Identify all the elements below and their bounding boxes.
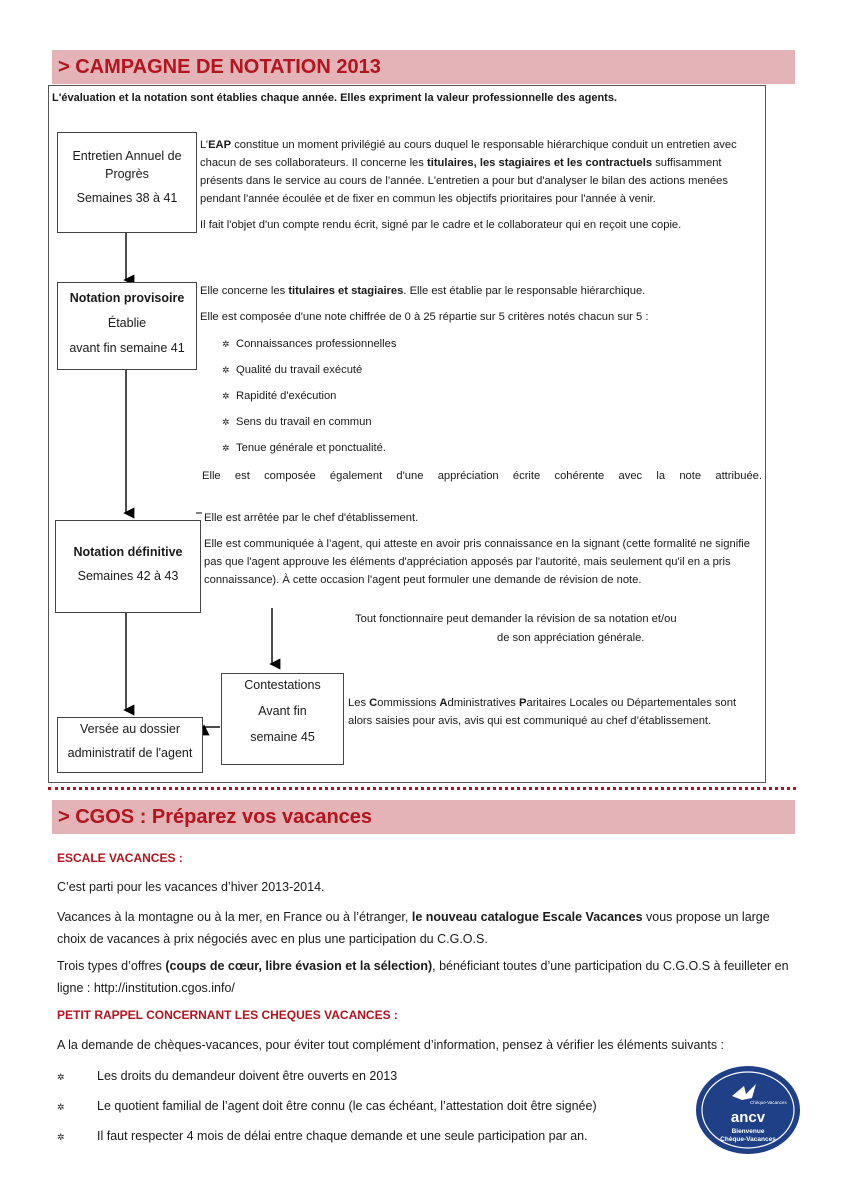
cgos-p1: C’est parti pour les vacances d’hiver 2013-2014. (57, 880, 325, 894)
provisoire-text-b: titulaires et stagiaires (288, 285, 404, 297)
definitive-box-line1: Notation définitive (73, 545, 183, 559)
cgos-p3: Trois types d’offres (coups de cœur, libre évasion et la sélection), bénéficiant toutes d’une participation du C.G.O.S à feuilleter en ligne : http://institution.cgos.info/ (57, 959, 789, 995)
revision-line1: Tout fonctionnaire peut demander la révision de sa notation et/ou (355, 613, 677, 625)
contest-box (221, 673, 344, 765)
cheque-item: ✲ Les droits du demandeur doivent être ouverts en 2013 (57, 1069, 398, 1083)
logo-line2: Chèque-Vacances (720, 1136, 776, 1143)
versee-box (57, 717, 203, 773)
criteria-item: ✲ Sens du travail en commun (222, 416, 372, 428)
provisoire-box-line3: avant fin semaine 41 (69, 341, 185, 355)
eap-box-line1: Entretien Annuel de (72, 149, 182, 163)
contest-box-line1: Contestations (244, 678, 321, 692)
provisoire-text-a: Elle concerne les (200, 285, 289, 297)
provisoire-box (57, 282, 197, 370)
revision-line2: de son appréciation générale. (497, 632, 645, 644)
eap-box-line2: Progrès (105, 167, 149, 181)
cgos-p2: Vacances à la montagne ou à la mer, en France ou à l’étranger, le nouveau catalogue Escale Vacances vous propose un large choix de vacances à prix négociés avec en plus une participation du C.G.O.S. (57, 910, 770, 946)
criteria-item: ✲ Connaissances professionnelles (222, 338, 397, 350)
provisoire-text-p3: Elle est composée également d'une appréciation écrite cohérente avec la note attribuée. (202, 470, 762, 482)
section-divider (48, 787, 796, 790)
contest-box-line3: semaine 45 (250, 730, 315, 744)
eap-text-p2: Il fait l'objet d'un compte rendu écrit, signé par le cadre et le collaborateur qui en reçoit une copie. (200, 219, 682, 231)
escale-heading: ESCALE VACANCES : (57, 851, 183, 865)
provisoire-text-c: . Elle est établie par le responsable hiérarchique. (403, 285, 646, 297)
section-banner-cgos (52, 800, 795, 834)
cgos-p4: A la demande de chèques-vacances, pour éviter tout complément d’information, pensez à vérifier les éléments suivants : (57, 1038, 725, 1052)
ancv-logo (694, 1064, 802, 1156)
definitive-text-p2: Elle est communiquée à l’agent, qui atteste en avoir pris connaissance en la signant (cette formalité ne signifie pas que l'agent approuve les éléments d'appréciation apposés par l'autorité, mais seulement qu'il en a pris connaissance). À cette occasion l'agent peut formuler une demande de révision de note. (204, 538, 751, 586)
eap-box-line3: Semaines 38 à 41 (76, 191, 178, 205)
logo-brand: ancv (730, 1109, 766, 1126)
section-title: > CGOS : Préparez vos vacances (58, 806, 373, 828)
cap-text: Les Commissions Administratives Paritaires Locales ou Départementales sont alors saisies pour avis, avis qui est communiqué au chef d’établissement. (348, 697, 737, 727)
eap-text (200, 136, 762, 234)
contest-box-line2: Avant fin (258, 704, 307, 718)
section-title: > CAMPAGNE DE NOTATION 2013 (58, 56, 381, 78)
eap-text-d: titulaires, les stagiaires et les contractuels (426, 157, 653, 169)
definitive-box-line2: Semaines 42 à 43 (77, 569, 179, 583)
rappel-heading: PETIT RAPPEL CONCERNANT LES CHEQUES VACANCES : (57, 1008, 398, 1022)
logo-line1: Bienvenue (731, 1128, 765, 1135)
provisoire-text-p2: Elle est composée d'une note chiffrée de 0 à 25 répartie sur 5 critères notés chacun sur 5 : (200, 311, 649, 323)
versee-box-line2: administratif de l'agent (67, 746, 193, 760)
criteria-item: ✲ Tenue générale et ponctualité. (222, 442, 386, 454)
provisoire-box-line2: Établie (107, 316, 147, 330)
cheque-item: ✲ Le quotient familial de l’agent doit être connu (le cas échéant, l’attestation doit être signée) (57, 1099, 597, 1113)
eap-text-c: constitue un moment privilégié au cours duquel le responsable hiérarchique conduit un entretien avec chacun de ses collaborateurs. Il concerne les (200, 139, 737, 169)
eap-text-e: suffisamment présents dans le service au cours de l’année. L'entretien a pour but d'analyser le bilan des actions menées pendant l'année écoulée et de fixer en commun les objectifs prioritaires pour l'année à venir. (200, 157, 728, 205)
criteria-item: ✲ Rapidité d'exécution (222, 390, 337, 402)
logo-top: Chèque-Vacances (750, 1100, 787, 1105)
criteria-item: ✲ Qualité du travail exécuté (222, 364, 363, 376)
eap-text-b: EAP (208, 139, 232, 151)
definitive-text (204, 509, 762, 589)
intro-text: L'évaluation et la notation sont établies chaque année. Elles expriment la valeur professionnelle des agents. (52, 92, 618, 104)
definitive-box (55, 520, 201, 613)
provisoire-text (200, 282, 765, 326)
versee-box-line1: Versée au dossier (79, 722, 181, 736)
eap-text-a: L’ (200, 139, 209, 151)
definitive-text-p1: Elle est arrêtée par le chef d'établissement. (204, 512, 419, 524)
provisoire-box-line1: Notation provisoire (69, 291, 185, 305)
cheque-item: ✲ Il faut respecter 4 mois de délai entre chaque demande et une seule participation par an. (57, 1129, 588, 1143)
eap-box (57, 132, 197, 233)
